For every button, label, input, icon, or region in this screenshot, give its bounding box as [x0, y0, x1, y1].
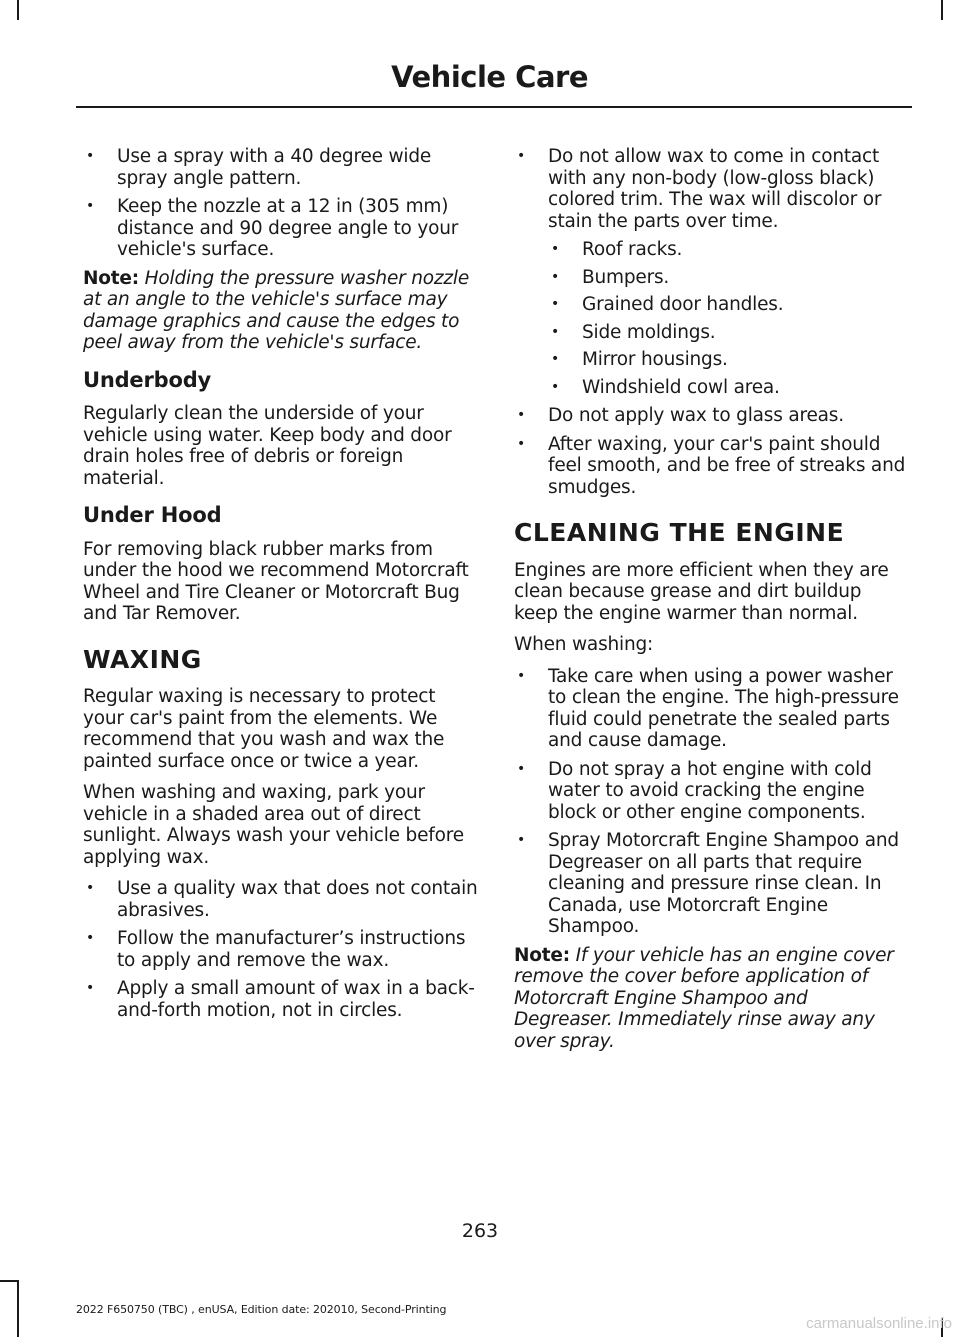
note-paragraph [83, 268, 479, 354]
list-item: • Spray Motorcraft Engine Shampoo and Degreaser on all parts that require cleaning and pressure rinse clean. In Canada, use Motorcraft Engine Shampoo. [514, 830, 910, 938]
crop-mark-top-left [17, 0, 19, 20]
note-text: Holding the pressure washer nozzle at an angle to the vehicle's surface may damage graphics and cause the edges to peel away from the vehicle's surface. [83, 267, 470, 353]
waxing-heading: WAXING [83, 644, 202, 674]
sub-list-item: • Grained door handles. [548, 294, 910, 316]
list-item: • Use a spray with a 40 degree wide spray angle pattern. [83, 146, 479, 189]
waxing-paragraph-2: When washing and waxing, park your vehicle in a shaded area out of direct sunlight. Always wash your vehicle before applying wax. [83, 782, 464, 868]
list-item-text: Do not allow wax to come in contact with any non-body (low-gloss black) colored trim. The wax will discolor or stain the parts over time. [548, 146, 882, 232]
engine-paragraph-2: When washing: [514, 634, 654, 655]
edition-footer: 2022 F650750 (TBC) , enUSA, Edition date: 202010, Second-Printing [76, 1303, 447, 1316]
engine-paragraph-1: Engines are more efficient when they are clean because grease and dirt buildup keep the engine warmer than normal. [514, 559, 889, 624]
list-item: • After waxing, your car's paint should feel smooth, and be free of streaks and smudges. [514, 434, 910, 499]
header-divider [76, 106, 912, 108]
wax-precautions-list [514, 146, 910, 498]
waxing-list [83, 878, 479, 1021]
engine-washing-list [514, 666, 910, 938]
right-column [514, 146, 910, 1062]
under-hood-heading: Under Hood [83, 503, 222, 527]
list-item: • Do not apply wax to glass areas. [514, 405, 910, 427]
list-item: • Do not spray a hot engine with cold water to avoid cracking the engine block or other engine components. [514, 759, 910, 824]
note-text: If your vehicle has an engine cover remove the cover before application of Motorcraft Engine Shampoo and Degreaser. Immediately rinse away any over spray. [514, 944, 894, 1052]
cleaning-engine-heading: CLEANING THE ENGINE [514, 518, 845, 547]
sub-list-item: • Roof racks. [548, 239, 910, 261]
left-column [83, 146, 479, 1028]
trim-parts-list [548, 239, 910, 398]
under-hood-text: For removing black rubber marks from under the hood we recommend Motorcraft Wheel and Tire Cleaner or Motorcraft Bug and Tar Remover. [83, 538, 469, 624]
underbody-heading: Underbody [83, 367, 212, 392]
underbody-text: Regularly clean the underside of your vehicle using water. Keep body and door drain holes free of debris or foreign material. [83, 403, 452, 489]
note-paragraph [514, 945, 910, 1053]
page-title: Vehicle Care [391, 60, 588, 94]
list-item: • Apply a small amount of wax in a back-and-forth motion, not in circles. [83, 978, 479, 1021]
sub-list-item: • Mirror housings. [548, 349, 910, 371]
list-item: • Use a quality wax that does not contain abrasives. [83, 878, 479, 921]
pressure-washer-list [83, 146, 479, 261]
sub-list-item: • Side moldings. [548, 322, 910, 344]
sub-list-item: • Windshield cowl area. [548, 377, 910, 399]
note-label: Note: [83, 267, 139, 289]
page-number: 263 [461, 1220, 499, 1242]
crop-mark-top-right [941, 0, 943, 20]
list-item: • Keep the nozzle at a 12 in (305 mm) distance and 90 degree angle to your vehicle's surface. [83, 196, 479, 261]
sub-list-item: • Bumpers. [548, 267, 910, 289]
list-item: • Take care when using a power washer to clean the engine. The high-pressure fluid could penetrate the sealed parts and cause damage. [514, 666, 910, 752]
list-item: • Follow the manufacturer’s instructions to apply and remove the wax. [83, 928, 479, 971]
crop-mark-bottom-left-v [17, 1280, 19, 1337]
waxing-paragraph-1: Regular waxing is necessary to protect your car's paint from the elements. We recommend that you wash and wax the painted surface once or twice a year. [83, 686, 445, 772]
note-label: Note: [514, 944, 570, 966]
watermark: carmanualsonline.info [806, 1315, 952, 1332]
list-item [514, 146, 910, 398]
